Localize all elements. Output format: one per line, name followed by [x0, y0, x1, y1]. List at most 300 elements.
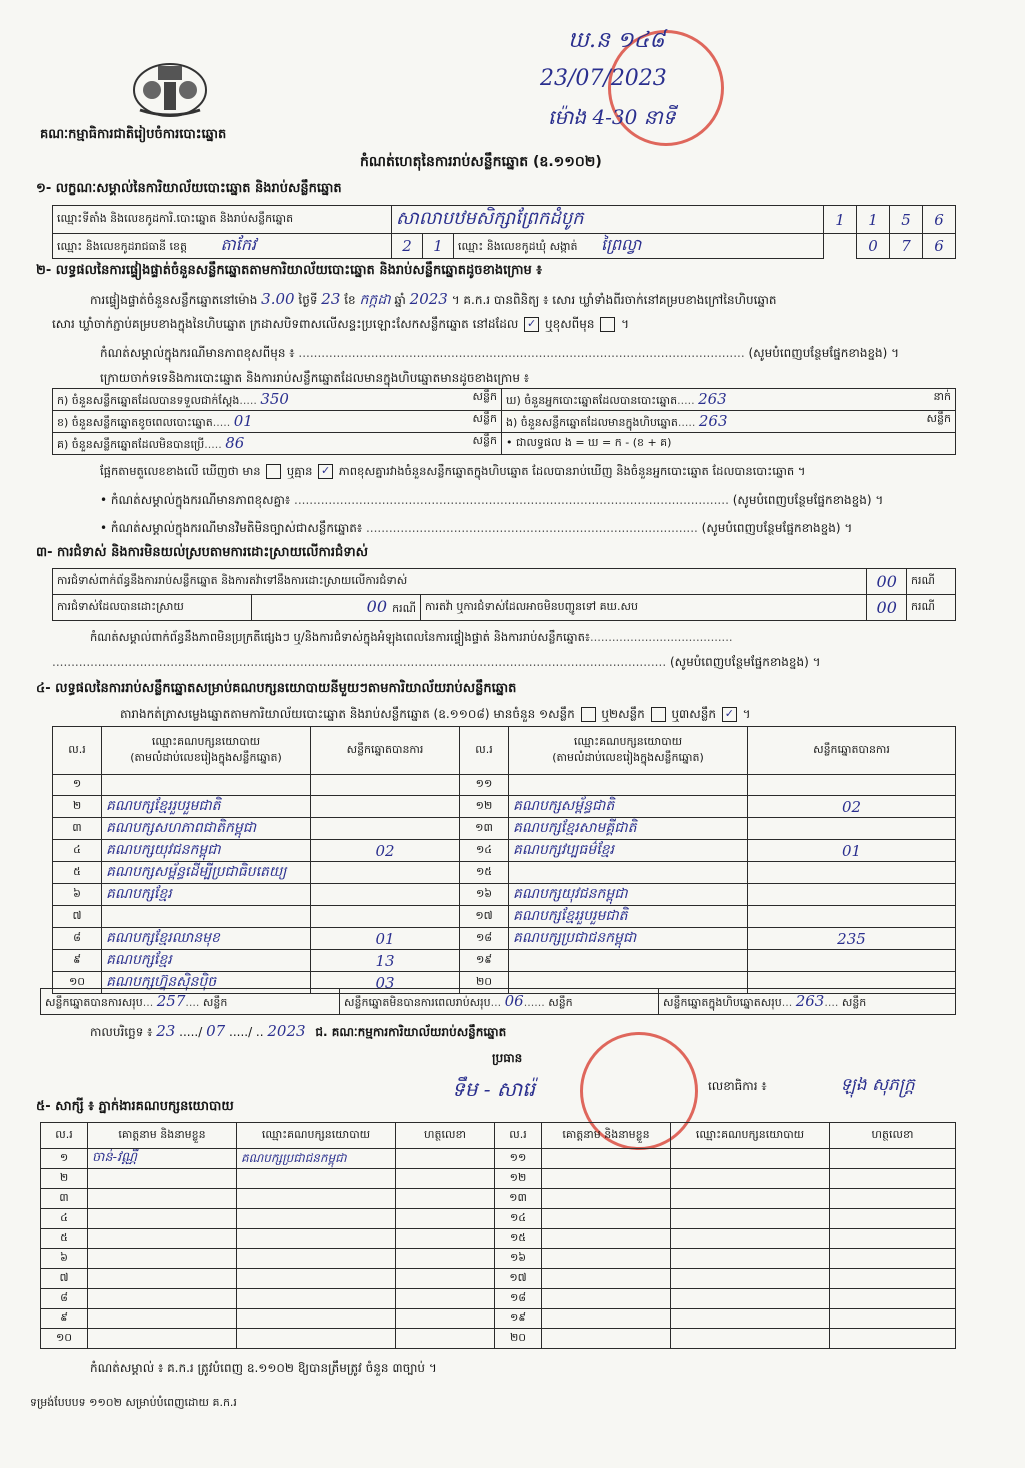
commune-cell — [454, 234, 824, 259]
in-box-label: ង) ចំនួនសន្លឹកឆ្នោតដែលមានក្នុងហិបឆ្នោត — [506, 415, 678, 429]
station-table — [52, 205, 956, 259]
witness-name — [542, 1169, 671, 1189]
col-party-left-sub: (តាមលំដាប់លេខរៀងក្នុងសន្លឹកឆ្នោត) — [130, 750, 282, 764]
total-box-label: សន្លឹកឆ្នោតក្នុងហិបឆ្នោតសរុប — [663, 995, 782, 1009]
party-name: គណបក្សខ្មែរ — [102, 884, 311, 906]
voters-unit: នាក់ — [933, 389, 951, 403]
station-code-2: 1 — [857, 206, 890, 234]
party-votes — [311, 818, 460, 840]
witness-party — [237, 1189, 396, 1209]
party-no: ១៨ — [460, 928, 509, 950]
party-name: គណបក្សសម្ព័ន្ធជាតិ — [509, 796, 748, 818]
form-footer: ទម្រង់បែបបទ ១១០២ សម្រាប់បំពេញដោយ គ.ក.រ — [30, 1396, 237, 1409]
difference-rest: ភាពខុសគ្នារវាងចំនួនសន្លឹកឆ្នោតក្នុងហិបឆ្នោត ដែលបានរាប់ឃើញ និងចំនួនអ្នកបោះឆ្នោត ដែលបានបោះឆ្នោត ។ — [338, 464, 806, 478]
station-label: ឈ្មោះទីតាំង និងលេខកូដការិ.បោះឆ្នោត និងរាប់សន្លឹកឆ្នោត — [53, 206, 392, 234]
bullet-note-1-label: • កំណត់សម្គាល់ក្នុងករណីមានភាពខុសគ្នា៖ — [100, 493, 291, 507]
table-row — [53, 818, 956, 840]
party-votes — [311, 862, 460, 884]
formula-cell: • ជាលទ្ធផល ង = ឃ = ក - (ខ + គ) — [502, 433, 956, 455]
witness-signature — [396, 1229, 495, 1249]
ballot-count-table — [52, 388, 956, 455]
bullet-note-1: • កំណត់សម្គាល់ក្នុងករណីមានភាពខុសគ្នា៖ .................................................................................................................. (សូមបំពេញបន្ថែមផ្នែកខាងខ្នង) ។ — [100, 493, 884, 507]
witness-name — [542, 1189, 671, 1209]
witness-signature — [396, 1289, 495, 1309]
total-invalid-value: 06 — [504, 991, 524, 1010]
received-value: 350 — [260, 389, 289, 408]
difference-no-checkbox[interactable]: ✓ — [318, 464, 333, 479]
party-name: គណបក្សខ្មែរឈានមុខ — [102, 928, 311, 950]
witness-name — [542, 1229, 671, 1249]
signing-year: 2023 — [267, 1022, 306, 1040]
table-row — [41, 1329, 956, 1349]
witness-name — [88, 1269, 237, 1289]
witness-no: ៦ — [41, 1249, 88, 1269]
objection-value: 00 — [867, 569, 907, 595]
total-valid-label: សន្លឹកឆ្នោតបានការសរុប — [45, 995, 143, 1009]
witness-name — [88, 1249, 237, 1269]
received-unit: សន្លឹក — [472, 389, 497, 403]
difference-yes-checkbox[interactable] — [266, 464, 281, 479]
party-no: ២ — [53, 796, 102, 818]
receipt-date: 23/07/2023 — [540, 66, 667, 91]
ballot-row-left: ក) ចំនួនសន្លឹកឆ្នោតដែលបានទទួលជាក់ស្ដែង..... 350 សន្លឹក — [53, 389, 502, 411]
witness-party — [671, 1149, 830, 1169]
party-no: ៧ — [53, 906, 102, 928]
objection-table — [52, 568, 956, 621]
w-col-sign-right: ហត្ថលេខា — [830, 1123, 956, 1149]
party-votes — [311, 906, 460, 928]
receipt-number: ឃ.ន ១៤៨ — [568, 28, 665, 53]
witness-name — [88, 1209, 237, 1229]
committee-label: ជ. គណៈកម្មការការិយាល័យរាប់សន្លឹកឆ្នោត — [315, 1025, 507, 1039]
witness-name — [88, 1229, 237, 1249]
resolved-cell — [252, 595, 421, 621]
party-votes — [748, 884, 956, 906]
form-title: កំណត់ហេតុនៃការរាប់សន្លឹកឆ្នោត (ឧ.១១០២) — [360, 154, 602, 170]
station-value: សាលាបឋមសិក្សាព្រែកដំបូក — [392, 206, 824, 234]
two-sheet-checkbox[interactable] — [651, 707, 666, 722]
witness-no: ២០ — [495, 1329, 542, 1349]
commune-label: ឈ្មោះ និងលេខកូដឃុំ សង្កាត់ — [458, 240, 578, 253]
witness-signature — [830, 1309, 956, 1329]
witness-name — [542, 1309, 671, 1329]
resolved-value: 00 — [366, 597, 387, 616]
total-box-cell: សន្លឹកឆ្នោតក្នុងហិបឆ្នោតសរុប... 263.... សន្លឹក — [659, 989, 956, 1015]
witness-party — [671, 1269, 830, 1289]
table-row — [41, 1289, 956, 1309]
party-name: គណបក្សខ្មែររួបរួមជាតិ — [102, 796, 311, 818]
total-valid-unit: សន្លឹក — [202, 995, 228, 1009]
province-code-1: 2 — [392, 234, 423, 259]
witness-party — [671, 1209, 830, 1229]
witness-signature — [396, 1309, 495, 1329]
one-sheet-checkbox[interactable] — [581, 707, 596, 722]
w-col-no-left: ល.រ — [41, 1123, 88, 1149]
irregularity-note-suffix: (សូមបំពេញបន្ថែមផ្នែកខាងខ្នង) ។ — [669, 655, 821, 669]
change-note-suffix: (សូមបំពេញបន្ថែមផ្នែកខាងខ្នង) ។ — [748, 346, 900, 360]
party-name — [509, 775, 748, 796]
witness-no: ៥ — [41, 1229, 88, 1249]
witness-no: ១៦ — [495, 1249, 542, 1269]
ballot-row-left: ខ) ចំនួនសន្លឹកឆ្នោតខូចពេលបោះឆ្នោត..... 01 សន្លឹក — [53, 411, 502, 433]
ballot-row — [53, 389, 956, 411]
witness-party — [237, 1249, 396, 1269]
total-invalid-unit: សន្លឹក — [548, 995, 573, 1009]
national-emblem-icon — [130, 56, 210, 118]
in-box-unit: សន្លឹក — [926, 411, 951, 425]
col-votes-left: សន្លឹកឆ្នោតបានការ — [311, 727, 460, 775]
table-row — [41, 1229, 956, 1249]
w-col-no-right: ល.រ — [495, 1123, 542, 1149]
table-row — [41, 1269, 956, 1289]
witness-party — [237, 1289, 396, 1309]
witness-name — [542, 1269, 671, 1289]
party-name: គណបក្សខ្មែរសាមគ្គីជាតិ — [509, 818, 748, 840]
party-no: ១២ — [460, 796, 509, 818]
table-row — [53, 862, 956, 884]
verification-month-label: ខែ — [344, 293, 356, 307]
witness-signature — [830, 1249, 956, 1269]
party-no: ១ — [53, 775, 102, 796]
witness-name — [88, 1329, 237, 1349]
irregularity-note-line-2: ................................................................................................................................................................. (សូមបំពេញបន្ថែមផ្នែកខាងខ្នង) ។ — [52, 655, 821, 669]
witness-party — [671, 1169, 830, 1189]
change-note-line: កំណត់សម្គាល់ក្នុងករណីមានភាពខុសពីមុន ៖ ..................................................................................................................... (សូមបំពេញបន្ថែមផ្នែកខាងខ្នង) ។ — [100, 346, 900, 360]
witness-signature — [830, 1269, 956, 1289]
witness-party: គណបក្សប្រជាជនកម្ពុជា — [237, 1149, 396, 1169]
difference-line — [100, 464, 805, 481]
unused-value: 86 — [225, 433, 245, 452]
province-label-text: ឈ្មោះ និងលេខកូដរាជធានី ខេត្ត — [57, 240, 187, 253]
total-valid-cell: សន្លឹកឆ្នោតបានការសរុប... 257.... សន្លឹក — [41, 989, 340, 1015]
verification-line-1-rest: ។ គ.ក.រ បានពិនិត្យ ៖ សោរ ឃ្លាំទាំងពីរចាក់នៅគម្របខាងក្រៅនៃហិបឆ្នោត — [451, 293, 777, 307]
witness-party — [671, 1229, 830, 1249]
witness-name — [542, 1149, 671, 1169]
tally-sheet-line: តារាងកត់ត្រាសម្លេងឆ្នោតតាមការិយាល័យបោះឆ្នោត និងរាប់សន្លឹកឆ្នោត (ឧ.១១០៨) មានចំនួន ១សន្លឹក ឬ២សន្លឹក ឬ៣សន្លឹក ✓ ។ — [120, 707, 751, 721]
section3-heading: ៣- ការជំទាស់ និងការមិនយល់ស្របតាមការដោះស្រាយលើការជំទាស់ — [36, 545, 368, 560]
witness-party — [237, 1309, 396, 1329]
witness-no: ១៤ — [495, 1209, 542, 1229]
verification-time-label: ការផ្ទៀងផ្ទាត់ចំនួនសន្លឹកឆ្នោតនៅម៉ោង — [90, 293, 258, 307]
witness-name — [88, 1289, 237, 1309]
signing-date-line: កាលបរិច្ឆេទ ៖ 23 ...../ 07 ...../ .. 2023 ជ. គណៈកម្មការការិយាល័យរាប់សន្លឹកឆ្នោត — [90, 1022, 507, 1040]
verification-month: កក្កដា — [359, 292, 391, 308]
col-party-right-sub: (តាមលំដាប់លេខរៀងក្នុងសន្លឹកឆ្នោត) — [552, 750, 704, 764]
bullet-note-2: • កំណត់សម្គាល់ក្នុងករណីមានវិមតិមិនច្បាស់ជាសន្លឹកឆ្នោត៖ ....................................................................................... (សូមបំពេញបន្ថែមផ្នែកខាងខ្នង) ។ — [100, 521, 853, 535]
commune-code-3: 6 — [923, 234, 956, 259]
party-name: គណបក្សវប្បធម៌ខ្មែរ — [509, 840, 748, 862]
verification-day-label: ថ្ងៃទី — [298, 293, 318, 307]
table-row — [41, 1209, 956, 1229]
witness-note: កំណត់សម្គាល់ ៖ គ.ក.រ ត្រូវបំពេញ ឧ.១១០២ ឱ្យបានត្រឹមត្រូវ ចំនួន ៣ច្បាប់ ។ — [90, 1361, 437, 1375]
party-no: ៤ — [53, 840, 102, 862]
ballot-row-right: ឃ) ចំនួនអ្នកបោះឆ្នោតដែលបានបោះឆ្នោត..... 263 នាក់ — [502, 389, 956, 411]
w-col-party-left: ឈ្មោះគណបក្សនយោបាយ — [237, 1123, 396, 1149]
party-no: ១៧ — [460, 906, 509, 928]
witness-signature — [396, 1169, 495, 1189]
ballot-row-right: ង) ចំនួនសន្លឹកឆ្នោតដែលមានក្នុងហិបឆ្នោត..... 263 សន្លឹក — [502, 411, 956, 433]
witness-no: ១២ — [495, 1169, 542, 1189]
unchanged-checkbox[interactable]: ✓ — [524, 317, 539, 332]
difference-no-label: ឬគ្មាន — [286, 464, 313, 478]
party-no: ៨ — [53, 928, 102, 950]
secretary-line: លេខាធិការ ៖ ឡុង សុភក្ត្រ — [708, 1075, 915, 1095]
section2-heading: ២- លទ្ធផលនៃការផ្ទៀងផ្ទាត់ចំនួនសន្លឹកឆ្នោតតាមការិយាល័យបោះឆ្នោត និងរាប់សន្លឹកឆ្នោតដូចខាងក្រោម ៖ — [36, 263, 542, 278]
witness-name — [88, 1169, 237, 1189]
bullet-note-2-suffix: (សូមបំពេញបន្ថែមផ្នែកខាងខ្នង) ។ — [701, 521, 853, 535]
party-votes — [311, 796, 460, 818]
party-votes — [311, 775, 460, 796]
party-votes — [748, 906, 956, 928]
witness-signature — [396, 1209, 495, 1229]
witness-rows — [41, 1149, 956, 1349]
witness-signature — [830, 1329, 956, 1349]
receipt-time: ម៉ោង 4-30 នាទី — [548, 105, 676, 129]
bullet-note-2-label: • កំណត់សម្គាល់ក្នុងករណីមានវិមតិមិនច្បាស់ជាសន្លឹកឆ្នោត៖ — [100, 521, 363, 535]
party-name: គណបក្សសម្ព័ន្ធដើម្បីប្រជាធិបតេយ្យ — [102, 862, 311, 884]
witness-no: ១០ — [41, 1329, 88, 1349]
witness-no: ៤ — [41, 1209, 88, 1229]
total-valid-value: 257 — [156, 991, 186, 1010]
witness-name — [542, 1329, 671, 1349]
party-no: ១៩ — [460, 950, 509, 972]
voters-value: 263 — [698, 389, 727, 408]
witness-signature — [396, 1329, 495, 1349]
witness-no: ៨ — [41, 1289, 88, 1309]
witness-signature — [396, 1269, 495, 1289]
changed-label: ឬខុសពីមុន — [544, 317, 595, 331]
province-code-2: 1 — [423, 234, 454, 259]
witness-name — [542, 1209, 671, 1229]
verification-day: 23 — [321, 290, 341, 308]
signing-month: 07 — [206, 1022, 226, 1040]
col-party-left — [102, 727, 311, 775]
commune-code-2: 7 — [890, 234, 923, 259]
province-value: តាកែវ — [220, 235, 257, 254]
voters-label: ឃ) ចំនួនអ្នកបោះឆ្នោតដែលបានបោះឆ្នោត — [506, 393, 678, 407]
signing-date-label: កាលបរិច្ឆេទ ៖ — [90, 1025, 153, 1039]
witness-signature — [830, 1149, 956, 1169]
province-label — [53, 234, 392, 259]
witness-signature — [830, 1209, 956, 1229]
party-votes: 13 — [311, 950, 460, 972]
tally-sheet-2-label: ឬ២សន្លឹក — [601, 707, 645, 721]
witness-no: ៩ — [41, 1309, 88, 1329]
ballot-row-left: គ) ចំនួនសន្លឹកឆ្នោតដែលមិនបានប្រើ..... 86 សន្លឹក — [53, 433, 502, 455]
witness-signature — [830, 1189, 956, 1209]
table-row — [41, 1169, 956, 1189]
totals-table — [40, 988, 956, 1015]
station-code-1: 1 — [824, 206, 857, 234]
witness-name — [542, 1289, 671, 1309]
verification-year: 2023 — [409, 290, 448, 308]
witness-no: ២ — [41, 1169, 88, 1189]
party-votes: 02 — [311, 840, 460, 862]
difference-label: ផ្អែកតាមតួលេខខាងលើ ឃើញថា មាន — [100, 464, 261, 478]
chair-signature: ទឹម - សារ៉េ — [452, 1077, 535, 1101]
resolved-label: ការជំទាស់ដែលបានដោះស្រាយ — [53, 595, 252, 621]
witness-no: ៣ — [41, 1189, 88, 1209]
verification-line-2: សោរ ឃ្លាំចាក់ភ្ជាប់គម្របខាងក្នុងនៃហិបឆ្នោត ក្រដាសបិទពាសលើសន្ទះប្រឡោះសែកសន្លឹកឆ្នោត នៅដដែល ✓ ឬខុសពីមុន ។ — [52, 317, 630, 331]
w-col-name-left: គោត្តនាម និងនាមខ្លួន — [88, 1123, 237, 1149]
witness-signature — [830, 1229, 956, 1249]
witness-party — [237, 1169, 396, 1189]
changed-checkbox[interactable] — [600, 317, 615, 332]
party-rows — [53, 775, 956, 994]
irregularity-note: កំណត់សម្គាល់ពាក់ព័ន្ធនឹងភាពមិនប្រក្រតីផ្សេងៗ ឬ/និងការជំទាស់ក្នុងអំឡុងពេលនៃការផ្ទៀងផ្ទាត់ និងការរាប់សន្លឹកឆ្នោត៖....................................... — [90, 630, 733, 644]
party-name: គណបក្សយុវជនកម្ពុជា — [102, 840, 311, 862]
party-no: ៥ — [53, 862, 102, 884]
witness-name: ចាន់-វណ្ណី — [88, 1149, 237, 1169]
total-box-unit: សន្លឹក — [841, 995, 867, 1009]
witness-no: ១៣ — [495, 1189, 542, 1209]
witness-party — [671, 1249, 830, 1269]
commune-code-1: 0 — [857, 234, 890, 259]
party-votes: 235 — [748, 928, 956, 950]
party-votes: 03 — [311, 972, 460, 994]
signing-day: 23 — [156, 1022, 176, 1040]
received-label: ក) ចំនួនសន្លឹកឆ្នោតដែលបានទទួលជាក់ស្ដែង — [57, 393, 240, 407]
spoiled-label: ខ) ចំនួនសន្លឹកឆ្នោតខូចពេលបោះឆ្នោត — [57, 415, 213, 429]
bullet-note-1-suffix: (សូមបំពេញបន្ថែមផ្នែកខាងខ្នង) ។ — [732, 493, 884, 507]
station-code-3: 5 — [890, 206, 923, 234]
witness-no: ១៨ — [495, 1289, 542, 1309]
tally-sheet-1-label: តារាងកត់ត្រាសម្លេងឆ្នោតតាមការិយាល័យបោះឆ្នោត និងរាប់សន្លឹកឆ្នោត (ឧ.១១០៨) មានចំនួន ១សន្លឹក — [120, 707, 575, 721]
table-row — [53, 928, 956, 950]
party-name — [509, 862, 748, 884]
witness-no: ១៧ — [495, 1269, 542, 1289]
table-row — [53, 775, 956, 796]
witness-party — [671, 1289, 830, 1309]
witness-party — [671, 1189, 830, 1209]
witness-party — [237, 1329, 396, 1349]
witness-signature — [830, 1169, 956, 1189]
spoiled-value: 01 — [233, 411, 253, 430]
witness-party — [671, 1329, 830, 1349]
party-no: ៣ — [53, 818, 102, 840]
party-name: គណបក្សយុវជនកម្ពុជា — [509, 884, 748, 906]
in-box-value: 263 — [698, 411, 728, 430]
party-no: ២០ — [460, 972, 509, 994]
party-votes: 02 — [748, 796, 956, 818]
party-name: គណបក្សប្រជាជនកម្ពុជា — [509, 928, 748, 950]
party-no: ១៤ — [460, 840, 509, 862]
section1-heading: ១- លក្ខណៈសម្គាល់នៃការិយាល័យបោះឆ្នោត និងរាប់សន្លឹកឆ្នោត — [36, 181, 342, 196]
table-row — [41, 1149, 956, 1169]
resolved-unit: ករណី — [392, 602, 416, 615]
party-no: ១០ — [53, 972, 102, 994]
witness-signature — [396, 1249, 495, 1269]
witness-name — [88, 1189, 237, 1209]
w-col-party-right: ឈ្មោះគណបក្សនយោបាយ — [671, 1123, 830, 1149]
party-name — [102, 906, 311, 928]
witness-signature — [830, 1289, 956, 1309]
three-sheet-checkbox[interactable]: ✓ — [722, 707, 737, 722]
party-votes — [748, 818, 956, 840]
w-col-name-right: គោត្តនាម និងនាមខ្លួន — [542, 1123, 671, 1149]
unused-label: គ) ចំនួនសន្លឹកឆ្នោតដែលមិនបានប្រើ — [57, 437, 205, 451]
commune-value: ព្រៃល្វា — [601, 235, 642, 254]
witness-party — [237, 1209, 396, 1229]
party-votes — [311, 884, 460, 906]
total-box-value: 263 — [795, 991, 825, 1010]
total-invalid-cell: សន្លឹកឆ្នោតមិនបានការពេលរាប់សរុប... 06...... សន្លឹក — [340, 989, 659, 1015]
witness-table — [40, 1122, 956, 1349]
col-votes-right: សន្លឹកឆ្នោតបានការ — [748, 727, 956, 775]
witness-name — [542, 1249, 671, 1269]
commission-name: គណៈកម្មាធិការជាតិរៀបចំការបោះឆ្នោត — [40, 127, 227, 142]
party-name: គណបក្សហ្វ៊ុនស៊ិនប៉ិច — [102, 972, 311, 994]
table-row — [41, 1249, 956, 1269]
witness-party — [671, 1309, 830, 1329]
witness-signature — [396, 1189, 495, 1209]
section4-heading: ៤- លទ្ធផលនៃការរាប់សន្លឹកឆ្នោតសម្រាប់គណបក្សនយោបាយនីមួយៗតាមការិយាល័យរាប់សន្លឹកឆ្នោត — [36, 681, 517, 696]
witness-no: ៧ — [41, 1269, 88, 1289]
ballot-row — [53, 433, 956, 455]
verification-year-label: ឆ្នាំ — [394, 293, 406, 307]
total-invalid-label: សន្លឹកឆ្នោតមិនបានការពេលរាប់សរុប — [344, 995, 491, 1009]
secretary-label: លេខាធិការ — [708, 1079, 758, 1093]
tally-sheet-3-label: ឬ៣សន្លឹក — [671, 707, 716, 721]
table-row — [41, 1189, 956, 1209]
party-name: គណបក្សខ្មែររួបរួមជាតិ — [509, 906, 748, 928]
party-no: ១៣ — [460, 818, 509, 840]
station-code-4: 6 — [923, 206, 956, 234]
table-row — [41, 1309, 956, 1329]
verification-line-1 — [90, 290, 777, 311]
witness-name — [88, 1309, 237, 1329]
verification-line-2-text: សោរ ឃ្លាំចាក់ភ្ជាប់គម្របខាងក្នុងនៃហិបឆ្នោត ក្រដាសបិទពាសលើសន្ទះប្រឡោះសែកសន្លឹកឆ្នោត នៅដដែល — [52, 317, 519, 331]
witness-no: ១១ — [495, 1149, 542, 1169]
party-votes: 01 — [748, 840, 956, 862]
witness-signature — [396, 1149, 495, 1169]
col-party-right — [509, 727, 748, 775]
unused-unit: សន្លឹក — [472, 433, 497, 447]
party-votes: 01 — [311, 928, 460, 950]
table-row — [53, 906, 956, 928]
witness-no: ១ — [41, 1149, 88, 1169]
secretary-name: ឡុង សុភក្ត្រ — [840, 1075, 915, 1095]
col-no-left: ល.រ — [53, 727, 102, 775]
party-results-table — [52, 726, 956, 994]
chair-label: ប្រធាន — [492, 1051, 523, 1065]
party-no: ១៦ — [460, 884, 509, 906]
ballot-row — [53, 411, 956, 433]
witness-party — [237, 1229, 396, 1249]
objection-label: ការជំទាស់ពាក់ព័ន្ធនឹងការរាប់សន្លឹកឆ្នោត និងការតវ៉ាទៅនឹងការដោះស្រាយលើការជំទាស់ — [53, 569, 867, 595]
party-name — [509, 950, 748, 972]
party-name: គណបក្សសហភាពជាតិកម្ពុជា — [102, 818, 311, 840]
party-votes — [748, 950, 956, 972]
party-no: ១១ — [460, 775, 509, 796]
col-party-left-title: ឈ្មោះគណបក្សនយោបាយ — [151, 734, 261, 748]
objection-unit: ករណី — [907, 569, 956, 595]
result-intro: ក្រោយចាក់ទទេនិងការបោះឆ្នោត និងការរាប់សន្លឹកឆ្នោតដែលមានក្នុងហិបឆ្នោតមានដូចខាងក្រោម ៖ — [100, 371, 530, 385]
spoiled-unit: សន្លឹក — [472, 411, 497, 425]
party-name — [102, 775, 311, 796]
forwarded-unit: ករណី — [907, 595, 956, 621]
w-col-sign-left: ហត្ថលេខា — [396, 1123, 495, 1149]
verification-time: 3.00 — [261, 290, 295, 308]
witness-no: ១៥ — [495, 1229, 542, 1249]
party-no: ៩ — [53, 950, 102, 972]
irregularity-note-label: កំណត់សម្គាល់ពាក់ព័ន្ធនឹងភាពមិនប្រក្រតីផ្សេងៗ ឬ/និងការជំទាស់ក្នុងអំឡុងពេលនៃការផ្ទៀងផ្ទាត់ និងការរាប់សន្លឹកឆ្នោត៖ — [90, 630, 590, 644]
section5-heading: ៥- សាក្សី ៖ ភ្នាក់ងារគណបក្សនយោបាយ — [36, 1099, 234, 1114]
forwarded-label: ការតវ៉ា ឬការជំទាស់ដែលអាចមិនបញ្ជូនទៅ គឃ.សប — [421, 595, 867, 621]
table-row — [53, 796, 956, 818]
forwarded-value: 00 — [867, 595, 907, 621]
party-no: ៦ — [53, 884, 102, 906]
